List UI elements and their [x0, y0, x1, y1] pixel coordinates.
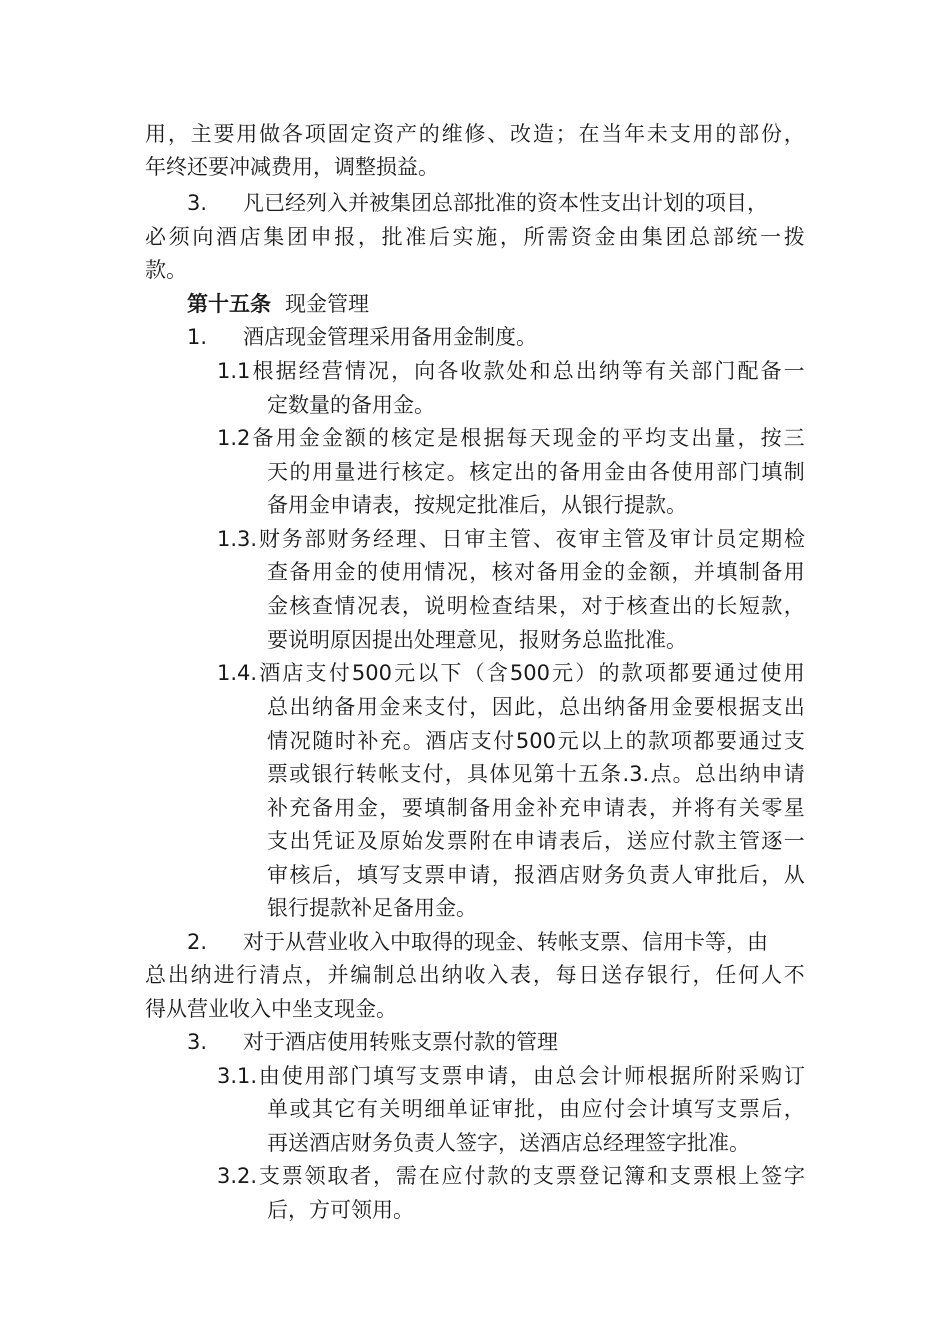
sub-item-line: 1.4. 酒 店 支 付 500 元 以 下 （ 含 500 元 ） 的 款 项 都 要 通 过 使 用 — [217, 661, 805, 685]
sub-item-line: 后，方可领用。 — [267, 1198, 414, 1222]
text-line: 必 须 向 酒 店 集 团 申 报 ， 批 准 后 实 施 ， 所 需 资 金 由 集 团 总 部 统 一 拨 — [145, 225, 805, 249]
item-number: 1. — [187, 325, 208, 349]
article-heading — [187, 289, 369, 319]
item-number: 3. — [187, 191, 208, 215]
text-line: 年终还要冲减费用，调整损益。 — [145, 155, 439, 179]
item-text: 凡已经列入并被集团总部批准的资本性支出计划的项目， — [243, 191, 768, 215]
sub-item-line: 银行提款补足备用金。 — [267, 896, 477, 920]
list-item — [187, 322, 537, 352]
text-line: 得从营业收入中坐支现金。 — [145, 997, 397, 1021]
sub-item-line: 1.2 备 用 金 金 额 的 核 定 是 根 据 每 天 现 金 的 平 均 支 出 量 ， 按 三 — [217, 426, 805, 450]
sub-item-line: 要说明原因提出处理意见，报财务总监批准。 — [267, 628, 687, 652]
sub-item-line: 情 况 随 时 补 充 。 酒 店 支 付 500 元 以 上 的 款 项 都 要 通 过 支 — [267, 729, 805, 753]
sub-item-line: 备用金申请表，按规定批准后，从银行提款。 — [267, 493, 687, 517]
item-text: 对于酒店使用转账支票付款的管理 — [243, 1030, 558, 1054]
sub-item-line: 金 核 查 情 况 表 ， 说 明 检 查 结 果 ， 对 于 核 查 出 的 长 短 款 ， — [267, 594, 805, 618]
text-line: 款。 — [145, 258, 187, 282]
sub-item-line: 支 出 凭 证 及 原 始 发 票 附 在 申 请 表 后 ， 送 应 付 款 主 管 逐 一 — [267, 829, 805, 853]
item-number: 2. — [187, 930, 208, 954]
sub-item-line: 查 备 用 金 的 使 用 情 况 ， 核 对 备 用 金 的 金 额 ， 并 填 制 备 用 — [267, 560, 805, 584]
sub-item-line: 3.2. 支 票 领 取 者 ， 需 在 应 付 款 的 支 票 登 记 簿 和 支 票 根 上 签 字 — [217, 1164, 805, 1188]
article-number: 第十五条 — [187, 292, 271, 316]
sub-item-line: 审 核 后 ， 填 写 支 票 申 请 ， 报 酒 店 财 务 负 责 人 审 批 后 ， 从 — [267, 863, 805, 887]
list-item — [187, 188, 768, 218]
sub-item-line: 总 出 纳 备 用 金 来 支 付 ， 因 此 ， 总 出 纳 备 用 金 要 根 据 支 出 — [267, 695, 805, 719]
list-item — [187, 927, 768, 957]
text-line: 总 出 纳 进 行 清 点 ， 并 编 制 总 出 纳 收 入 表 ， 每 日 送 存 银 行 ， 任 何 人 不 — [145, 963, 805, 987]
item-number: 3. — [187, 1030, 208, 1054]
item-text: 对于从营业收入中取得的现金、转帐支票、信用卡等，由 — [243, 930, 768, 954]
sub-item-line: 再送酒店财务负责人签字，送酒店总经理签字批准。 — [267, 1131, 750, 1155]
item-text: 酒店现金管理采用备用金制度。 — [243, 325, 537, 349]
sub-item-line: 天 的 用 量 进 行 核 定 。 核 定 出 的 备 用 金 由 各 使 用 部 门 填 制 — [267, 460, 805, 484]
sub-item-line: 3.1. 由 使 用 部 门 填 写 支 票 申 请 ， 由 总 会 计 师 根 据 所 附 采 购 订 — [217, 1064, 805, 1088]
list-item — [187, 1027, 558, 1057]
sub-item-line: 票 或 银 行 转 帐 支 付 ， 具 体 见 第 十 五 条 .3. 点 。 总 出 纳 申 请 — [267, 762, 805, 786]
text-line: 用 ， 主 要 用 做 各 项 固 定 资 产 的 维 修 、 改 造 ； 在 当 年 未 支 用 的 部 份 ， — [145, 122, 805, 146]
sub-item-line: 定数量的备用金。 — [267, 393, 435, 417]
sub-item-line: 单 或 其 它 有 关 明 细 单 证 审 批 ， 由 应 付 会 计 填 写 支 票 后 ， — [267, 1097, 805, 1121]
sub-item-line: 补 充 备 用 金 ， 要 填 制 备 用 金 补 充 申 请 表 ， 并 将 有 关 零 星 — [267, 796, 805, 820]
article-subject: 现金管理 — [285, 292, 369, 316]
sub-item-line: 1.1 根 据 经 营 情 况 ， 向 各 收 款 处 和 总 出 纳 等 有 关 部 门 配 备 一 — [217, 359, 805, 383]
sub-item-line: 1.3. 财 务 部 财 务 经 理 、 日 审 主 管 、 夜 审 主 管 及 审 计 员 定 期 检 — [217, 527, 805, 551]
